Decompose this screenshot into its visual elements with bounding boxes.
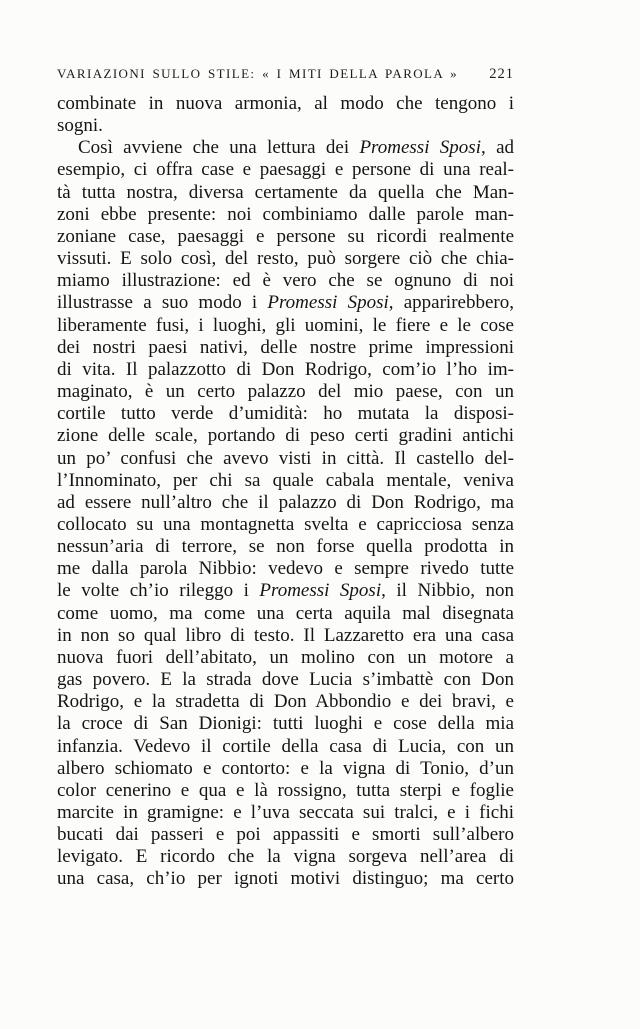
book-title-italic: Promessi Sposi — [259, 580, 382, 602]
text-segment: le volte ch’io rileggo i — [57, 580, 260, 602]
text-line: color cenerino e qua e là rossigno, tutta sterpi e foglie — [57, 779, 514, 801]
book-title-italic: Promessi Sposi — [267, 292, 389, 314]
text-line: gas povero. E la strada dove Lucia s’imbattè con Don — [57, 669, 514, 691]
text-line: un po’ confusi che avevo visti in città. Il castello del- — [57, 447, 514, 469]
text-line: levigato. E ricordo che la vigna sorgeva nell’area di — [57, 846, 514, 868]
text-line: vissuti. E solo così, del resto, può sorgere ciò che chia- — [57, 248, 514, 270]
text-line: bucati dai passeri e poi appassiti e smorti sull’albero — [57, 824, 514, 846]
text-line: una casa, ch’io per ignoti motivi distinguo; ma certo — [57, 868, 514, 890]
text-line: zoniane case, paesaggi e persone su ricordi realmente — [57, 225, 514, 247]
text-line: l’Innominato, per chi sa quale cabala mentale, veniva — [57, 469, 514, 491]
text-line: me dalla parola Nibbio: vedevo e sempre rivedo tutte — [57, 558, 514, 580]
text-line: combinate in nuova armonia, al modo che tengono i — [57, 93, 514, 114]
text-line: nessun’aria di terrore, se non forse quella prodotta in — [57, 536, 514, 558]
text-line: zoni ebbe presente: noi combiniamo dalle parole man- — [57, 203, 514, 225]
text-line: nuova fuori dell’abitato, un molino con un motore a — [57, 646, 514, 668]
text-line: sogni. — [57, 115, 103, 137]
text-line: albero schiomato e contorto: e la vigna di Tonio, d’un — [57, 757, 514, 779]
text-line: marcite in gramigne: e l’uva seccata sui tralci, e i fichi — [57, 802, 514, 823]
text-line: dei nostri paesi nativi, delle nostre prime impressioni — [57, 336, 514, 358]
text-line: liberamente fusi, i luoghi, gli uomini, le fiere e le cose — [57, 314, 514, 336]
text-line — [57, 292, 514, 314]
text-line: zione delle scale, portando di peso certi gradini antichi — [57, 425, 514, 447]
text-line: esempio, ci offra case e paesaggi e persone di una real- — [57, 159, 514, 181]
text-line: miamo illustrazione: ed è vero che se ognuno di noi — [57, 270, 514, 292]
text-line — [57, 137, 514, 159]
text-line: maginato, è un certo palazzo del mio paese, con un — [57, 381, 514, 403]
text-line: in non so qual libro di testo. Il Lazzaretto era una casa — [57, 624, 514, 646]
book-title-italic: Promessi Sposi — [359, 137, 481, 159]
text-line: Rodrigo, e la stradetta di Don Abbondio e dei bravi, e — [57, 691, 514, 713]
text-line: tà tutta nostra, diversa certamente da quella che Man- — [57, 181, 514, 203]
text-line: cortile tutto verde d’umidità: ho mutata la disposi- — [57, 403, 514, 425]
text-line: di vita. Il palazzotto di Don Rodrigo, com’io l’ho im- — [57, 358, 514, 380]
text-segment: Così avviene che una lettura dei — [78, 137, 360, 159]
text-line: come uomo, ma come una certa aquila mal disegnata — [57, 602, 514, 624]
page-number: 221 — [489, 66, 514, 82]
text-line — [57, 580, 514, 602]
text-segment: , il Nibbio, non — [381, 580, 514, 602]
running-header — [57, 66, 514, 83]
text-segment: illustrasse a suo modo i — [57, 292, 268, 314]
text-segment: , apparirebbero, — [388, 292, 514, 314]
running-header-title: VARIAZIONI SULLO STILE: « I MITI DELLA PAROLA » — [57, 66, 459, 81]
page-text — [57, 93, 514, 891]
text-line: la croce di San Dionigi: tutti luoghi e cose della mia — [57, 713, 514, 735]
text-line: collocato su una montagnetta svelta e capricciosa senza — [57, 513, 514, 535]
text-line: infanzia. Vedevo il cortile della casa di Lucia, con un — [57, 735, 514, 757]
text-line: ad essere null’altro che il palazzo di Don Rodrigo, ma — [57, 491, 514, 513]
text-segment: , ad — [480, 137, 514, 159]
